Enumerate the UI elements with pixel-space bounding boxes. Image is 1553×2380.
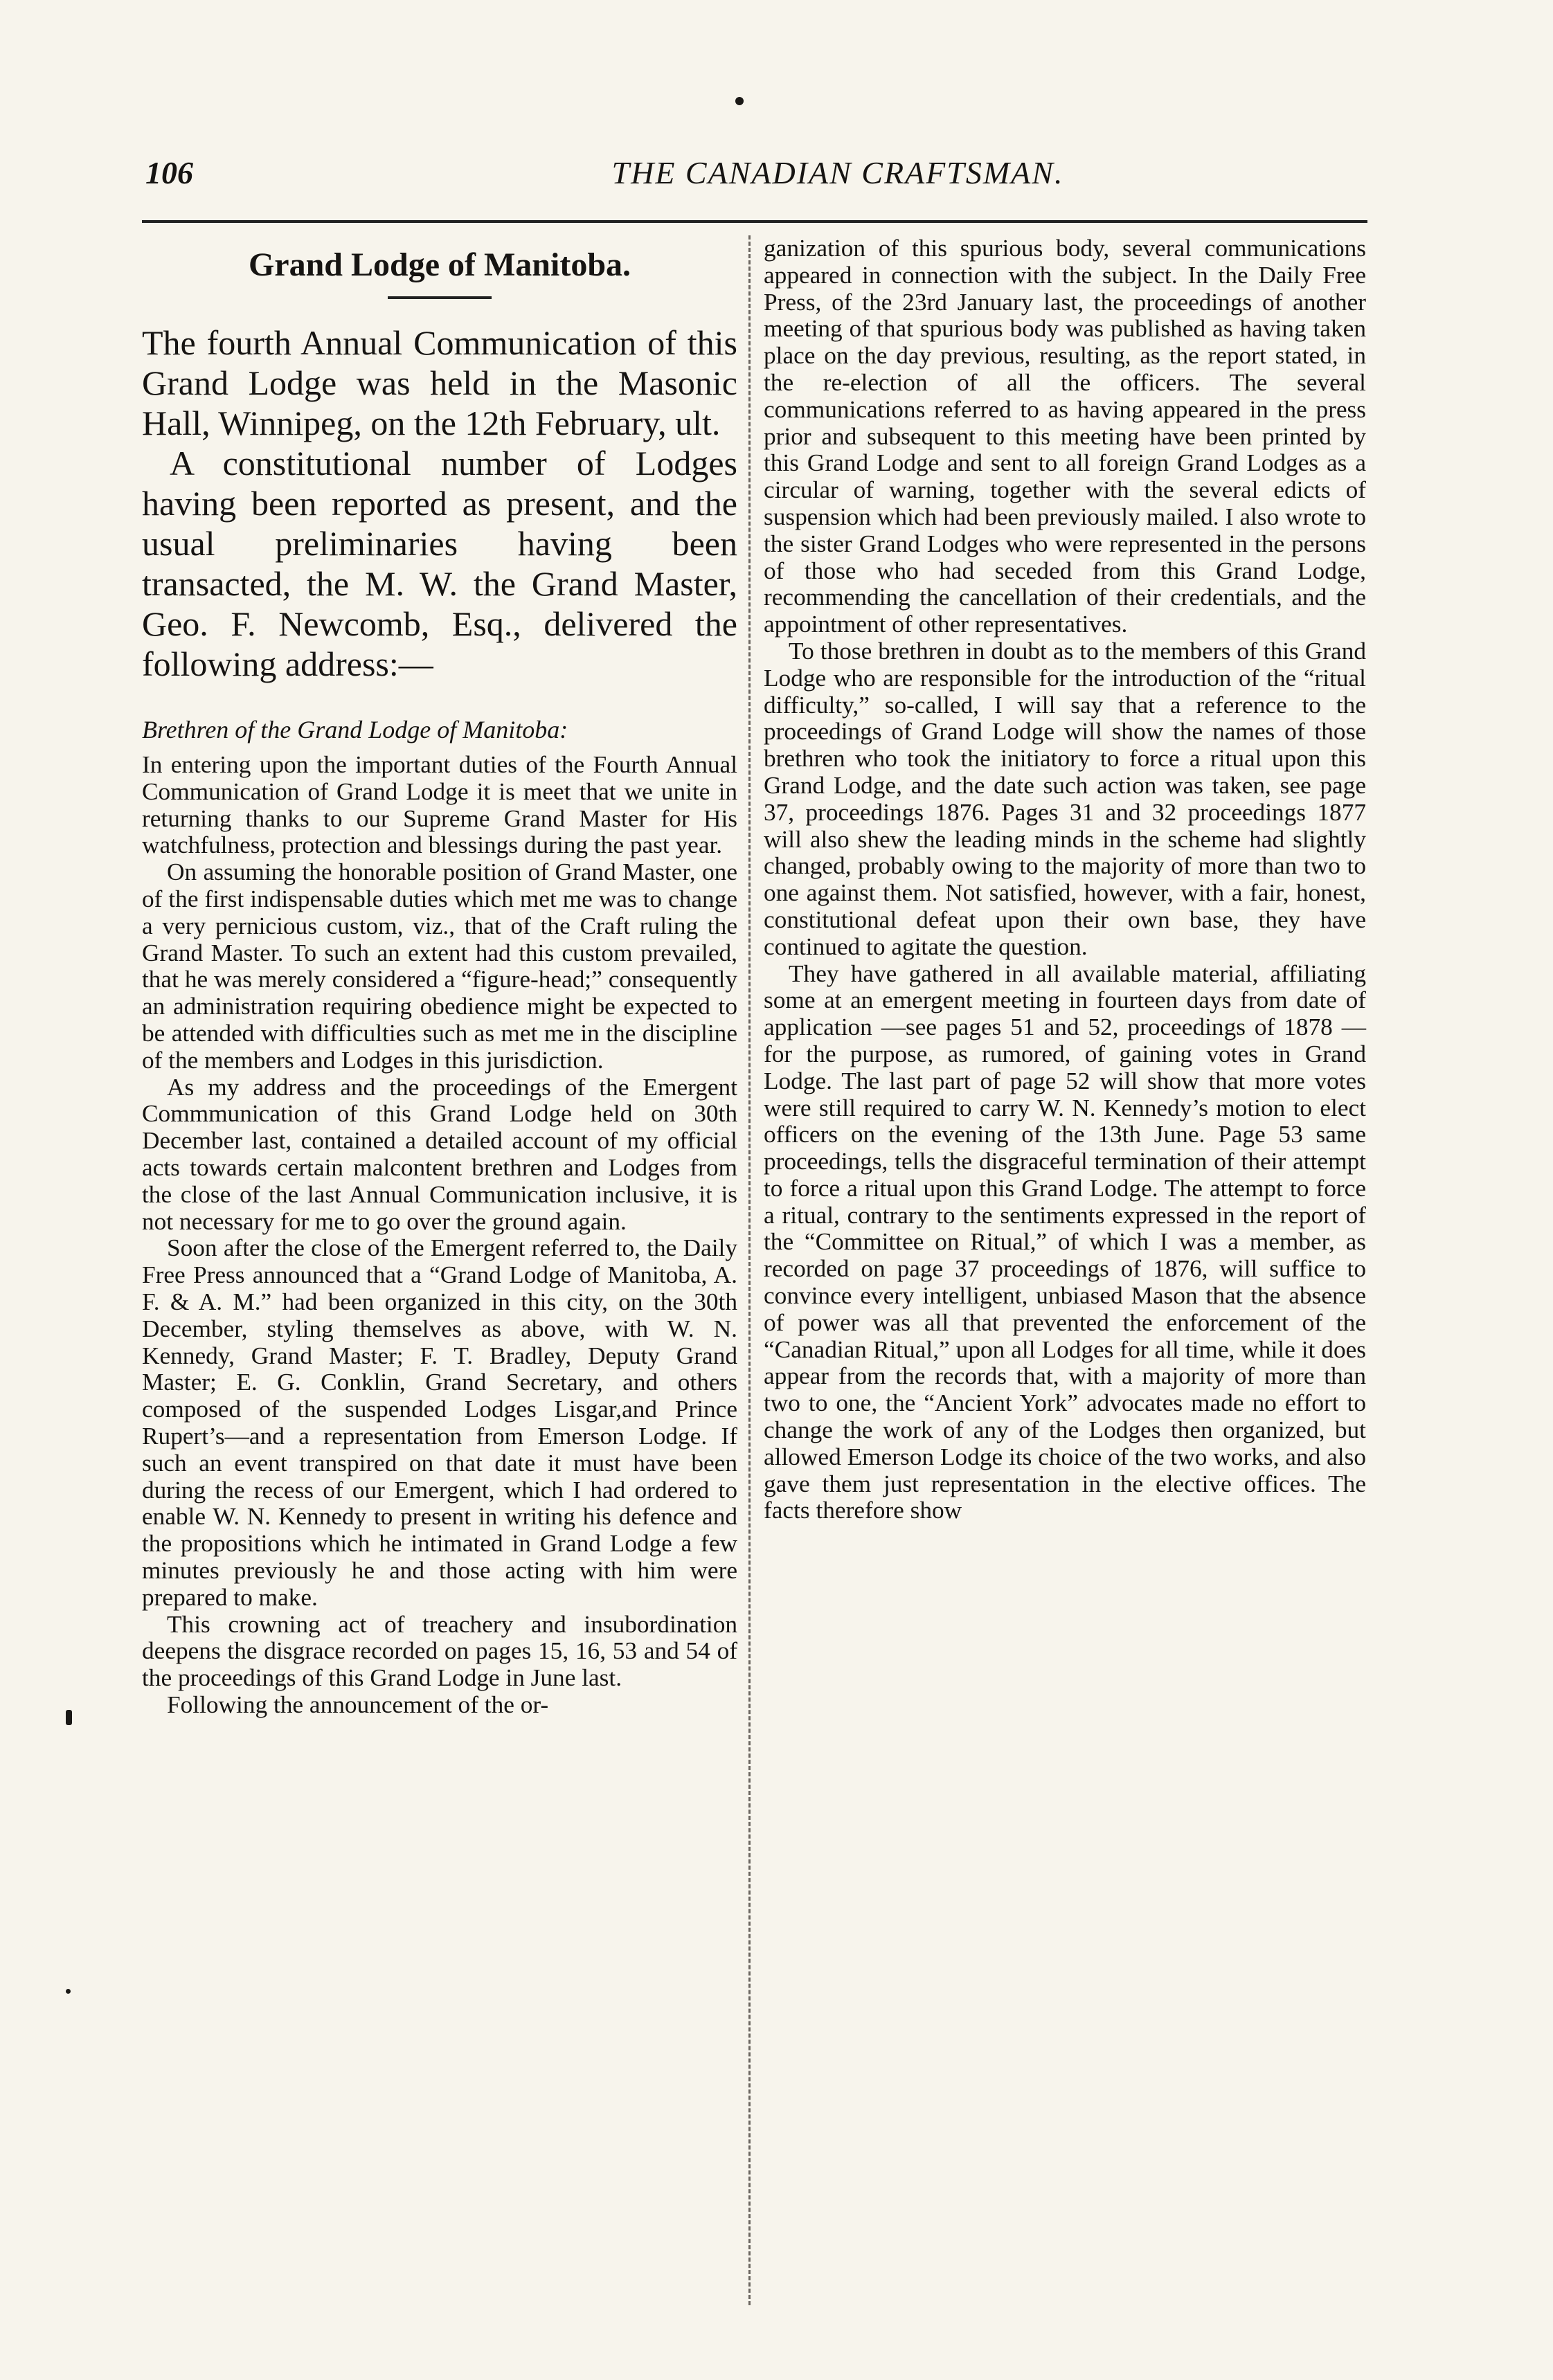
right-column	[764, 235, 1366, 1524]
body-paragraph: ganization of this spurious body, several communications appeared in connection with the subject. In the Daily Free Press, of the 23rd January last, the proceedings of another meeting of that spurious body was published as having taken place on the day previous, resulting, as the report stated, in the re-election of all the officers. The several communications referred to as having appeared in the press prior and subsequent to this meeting have been printed by this Grand Lodge and sent to all foreign Grand Lodges as a circular of warning, together with the several edicts of suspension which had been previously mailed. I also wrote to the sister Grand Lodges who were represented in the persons of those who had seceded from this Grand Lodge, recommending the cancellation of their credentials, and the appointment of other representatives.	[764, 235, 1366, 638]
body-paragraph: They have gathered in all available material, affiliating some at an emergent meeting in fourteen days from date of application —see pages 51 and 52, proceedings of 1878 —for the purpose, as rumored, of gaining votes in Grand Lodge. The last part of page 52 will show that more votes were still required to carry W. N. Kennedy’s motion to elect officers on the evening of the 13th June. Page 53 same proceedings, tells the disgraceful termination of their attempt to force a ritual upon this Grand Lodge. The attempt to force a ritual, contrary to the sentiments expressed in the report of the “Committee on Ritual,” of which I was a member, as recorded on page 37 proceedings of 1876, will suffice to convince every intelligent, unbiased Mason that the absence of power was all that prevented the enforcement of the “Canadian Ritual,” upon all Lodges for all time, while it does appear from the records that, with a majority of more than two to one, the “Ancient York” advocates made no effort to change the work of any of the Lodges then organized, but allowed Emerson Lodge its choice of the two works, and also gave them just representation in the elective offices. The facts therefore show	[764, 959, 1366, 1524]
body-paragraph: Soon after the close of the Emergent referred to, the Daily Free Press announced that a “Grand Lodge of Manitoba, A. F. & A. M.” had been organized in this city, on the 30th December, styling themselves as above, with W. N. Kennedy, Grand Master; F. T. Bradley, Deputy Grand Master; E. G. Conklin, Grand Secretary, and others composed of the suspended Lodges Lisgar,and Prince Rupert’s—and a representation from Emerson Lodge. If such an event transpired on that date it must have been during the recess of our Emergent, which I had ordered to enable W. N. Kennedy to present in writing his defence and the propositions which he intimated in Grand Lodge a few minutes previously he and those acting with him were prepared to make.	[142, 1234, 737, 1611]
body-paragraph: On assuming the honorable position of Grand Master, one of the first indispensable duties which met me was to change a very pernicious custom, viz., that of the Craft ruling the Grand Master. To such an extent had this custom prevailed, that he was merely considered a “figure-head;” consequently an administration requiring obedience might be expected to be attended with difficulties such as met me in the discipline of the members and Lodges in this jurisdiction.	[142, 858, 737, 1074]
intro-paragraph: A constitutional number of Lodges having been reported as present, and the usual preliminaries having been transacted, the M. W. the Grand Master, Geo. F. Newcomb, Esq., delivered the following address:—	[142, 444, 737, 683]
body-paragraph: To those brethren in doubt as to the members of this Grand Lodge who are responsible for the introduction of the “ritual difficulty,” so-called, I will say that a reference to the proceedings of Grand Lodge will show the names of those brethren who took the initiatory to force a ritual upon this Grand Lodge, and the date such action was taken, see page 37, proceedings 1876. Pages 31 and 32 proceedings 1877 will also shew the leading minds in the scheme had slightly changed, probably owing to the majority of more than two to one against them. Not satisfied, however, with a fair, honest, constitutional defeat upon their own base, they have continued to agitate the question.	[764, 637, 1366, 960]
column-divider	[748, 235, 751, 2305]
intro-paragraph: The fourth Annual Communication of this Grand Lodge was held in the Masonic Hall, Winnipeg, on the 12th February, ult.	[142, 323, 737, 442]
page-header	[145, 142, 1378, 204]
left-body	[142, 752, 737, 1719]
article-heading: Grand Lodge of Manitoba.	[248, 246, 631, 283]
header-rule	[142, 220, 1367, 223]
address-salutation: Brethren of the Grand Lodge of Manitoba:	[142, 716, 568, 743]
body-paragraph: Following the announcement of the or-	[167, 1691, 549, 1718]
body-paragraph: This crowning act of treachery and insubordination deepens the disgrace recorded on pages 15, 16, 53 and 54 of the proceedings of this Grand Lodge in June last.	[142, 1610, 737, 1692]
body-paragraph: In entering upon the important duties of the Fourth Annual Communication of Grand Lodge it is meet that we unite in returning thanks to our Supreme Grand Master for His watchfulness, protection and blessings during the past year.	[142, 751, 737, 859]
ink-dot-mark	[66, 1710, 72, 1725]
left-column	[142, 239, 737, 1719]
page-number: 106	[145, 155, 193, 190]
heading-rule	[388, 296, 492, 299]
body-paragraph: As my address and the proceedings of the Emergent Commmunication of this Grand Lodge held on 30th December last, contained a detailed account of my official acts towards certain malcontent brethren and Lodges from the close of the last Annual Communication inclusive, it is not necessary for me to go over the ground again.	[142, 1073, 737, 1235]
right-body	[764, 235, 1366, 1524]
running-title: THE CANADIAN CRAFTSMAN.	[611, 155, 1064, 190]
article-intro	[142, 323, 737, 684]
ink-dot-mark	[66, 1989, 71, 1994]
ink-dot-mark	[735, 97, 744, 105]
